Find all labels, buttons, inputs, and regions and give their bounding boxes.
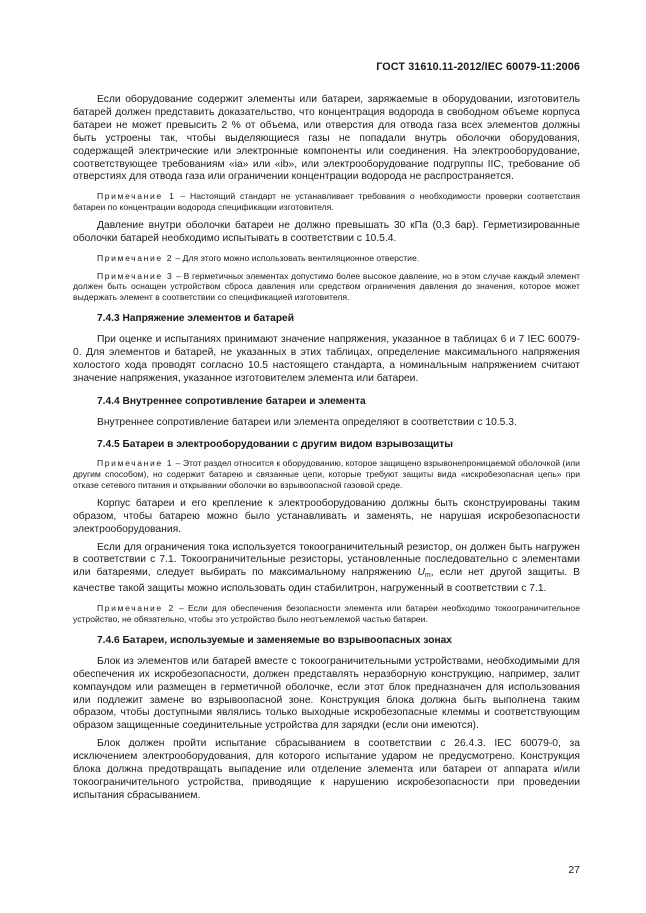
note-label: Примечание 2 — [97, 603, 175, 614]
note-text: – Этот раздел относится к оборудованию, которое защищено взрывонепроницаемой оболочкой (или другим способом), но содержит батарею и связанные цепи, которые требуют защиты вида «искробезопасная цепь» при отказе сетевого питания и открывании оболочки во взрывоопасной газовой среде. — [73, 458, 580, 491]
voltage-symbol: U — [417, 567, 425, 579]
text-part: Если для ограничения тока используется токоограничительный резистор, он должен быть нагружен в соответствии с 7.1. Токоограничительные резисторы, установленные последовательно с элементами или батареями, следует выбирать по максимальному напряжению — [73, 541, 580, 579]
heading-7-4-6: 7.4.6 Батареи, используемые и заменяемые во взрывоопасных зонах — [97, 634, 452, 646]
note-text: – В герметичных элементах допустимо более высокое давление, но в этом случае каждый элемент должен быть оснащен устройством сброса давления или средством ограничения давления до значения, которое может выдержать элемент в соответствии со спецификацией изготовителя. — [73, 270, 581, 303]
note-label: Примечание 1 — [97, 458, 174, 469]
text-part: , если нет другой защиты. В качестве такой защиты можно использовать один стабилитрон, нагруженный в соответствии с 7.1. — [73, 567, 580, 595]
paragraph-battery-case: Корпус батареи и его крепление к электрооборудованию должны быть сконструированы таким образом, чтобы батарею можно было устанавливать и заменять, не нарушая искробезопасности электрооборудования. — [73, 497, 580, 535]
note-label: Примечание 1 — [97, 191, 176, 202]
note-1-hydrogen — [73, 191, 580, 213]
paragraph-voltage: При оценке и испытаниях принимают значение напряжения, указанное в таблицах 6 и 7 IEC 60079-0. Для элементов и батарей, не указанных в этих таблицах, определение максимального напряжения холостого хода проводят согласно 10.5 настоящего стандарта, а номинальным напряжением считают значение напряжения, указанное изготовителем элемента или батареи. — [73, 333, 580, 384]
note-2-vent — [73, 253, 580, 264]
note-text: – Если для обеспечения безопасности элемента или батареи необходимо токоограничительное устройство, не обязательно, чтобы это устройство было неотъемлемой частью батареи. — [73, 603, 580, 624]
note-text: – Настоящий стандарт не устанавливает требования о необходимости проверки соответствия батареи по концентрации водорода спецификации изготовителя. — [73, 191, 581, 213]
note-label: Примечание 2 — [97, 252, 174, 263]
note-2-current-limiter — [73, 603, 580, 625]
page-body — [73, 94, 580, 803]
note-label: Примечание 3 — [97, 270, 174, 281]
paragraph-pressure: Давление внутри оболочки батареи не должно превышать 30 кПа (0,3 бар). Герметизированные оболочки батарей необходимо испытывать в соответствии с 10.5.4. — [73, 219, 580, 244]
note-3-sealed-cells — [73, 271, 580, 303]
voltage-subscript: m — [424, 572, 431, 580]
paragraph-hydrogen-concentration: Если оборудование содержит элементы или батареи, заряжаемые в оборудовании, изготовитель батарей должен представить доказательство, что концентрация водорода в свободном объеме корпуса батареи не может превысить 2 % от объема, или отверстия для отвода газа всех элементов должны быть устроены так, чтобы выделяющиеся газы не попадали внутрь оболочки оборудования, содержащей электрические или электронные компоненты или соединения. На электрооборудование, соответствующее требованиям «ia» или «ib», или электрооборудование подгруппы IIC, требование об отверстиях для отвода газа или ограничении концентрации водорода не распространяется. — [73, 94, 580, 183]
paragraph-current-limiting — [73, 542, 580, 597]
note-1-flameproof — [73, 458, 580, 490]
paragraph-battery-block: Блок из элементов или батарей вместе с токоограничительными устройствами, необходимыми для обеспечения их искробезопасности, должен представлять неразборную конструкцию, например, залит компаундом или размещен в герметичной оболочке, если этот блок предназначен для использования или подлежит замене во взрывоопасной зоне. Конструкция блока должна быть выполнена таким образом, чтобы доступными являлись только выходные искробезопасные клеммы и соответствующим образом защищенные соединительные устройства для зарядки (если они имеются). — [73, 655, 580, 732]
heading-7-4-3: 7.4.3 Напряжение элементов и батарей — [97, 312, 294, 324]
standard-code-header: ГОСТ 31610.11-2012/IEC 60079-11:2006 — [376, 61, 580, 73]
heading-7-4-4: 7.4.4 Внутреннее сопротивление батареи и элемента — [97, 395, 366, 407]
note-text: – Для этого можно использовать вентиляционное отверстие. — [173, 252, 420, 263]
page-number: 27 — [568, 864, 580, 876]
paragraph-drop-test: Блок должен пройти испытание сбрасыванием в соответствии с 26.4.3. IEC 60079-0, за исключением электрооборудования, для которого испытание ударом не предусмотрено. Конструкция блока должна предотвращать выпадение или отделение элемента или батареи от аппарата и/или токоограничительного устройства, приводящие к нарушению искробезопасности при проведении испытания сбрасыванием. — [73, 738, 580, 801]
heading-7-4-5: 7.4.5 Батареи в электрооборудовании с другим видом взрывозащиты — [97, 439, 453, 451]
paragraph-internal-resistance: Внутреннее сопротивление батареи или элемента определяют в соответствии с 10.5.3. — [97, 416, 517, 428]
